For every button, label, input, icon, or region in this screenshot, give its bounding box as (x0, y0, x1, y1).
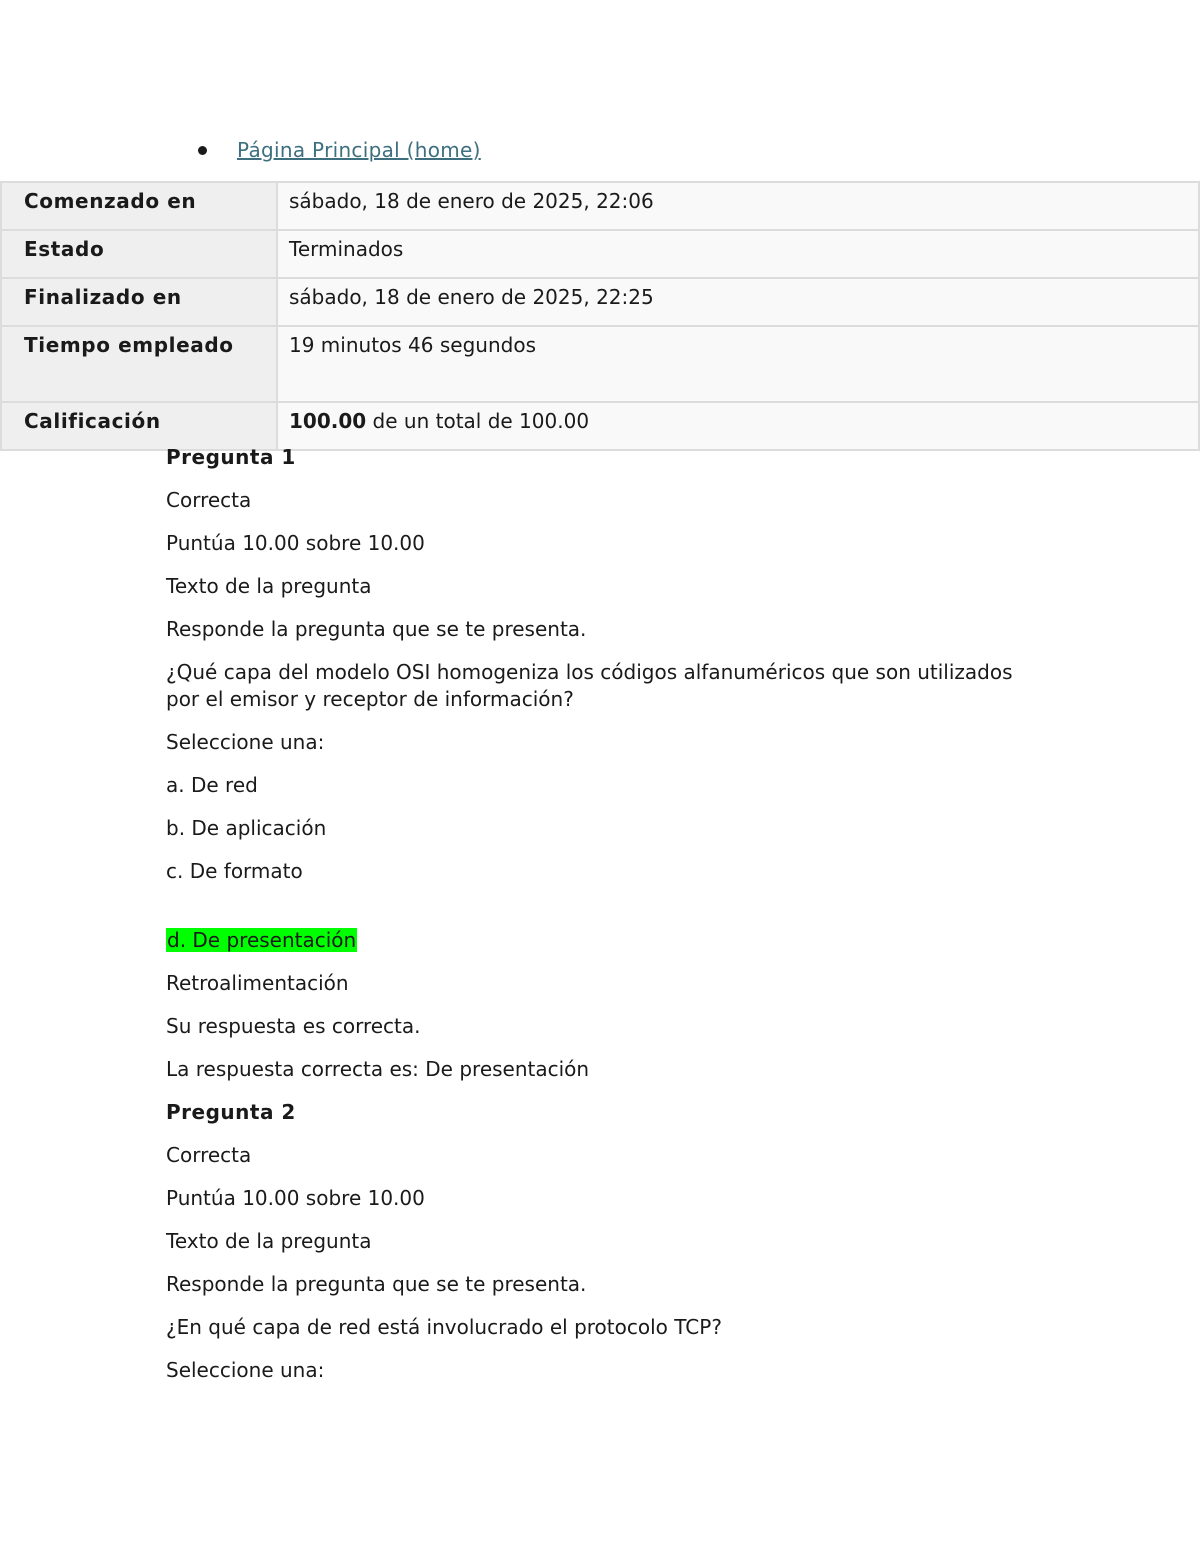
grade-total: de un total de 100.00 (366, 409, 590, 433)
question-state: Correcta (166, 1143, 252, 1167)
question-text-label: Texto de la pregunta (166, 1229, 372, 1253)
feedback-label: Retroalimentación (166, 971, 349, 995)
question-score: Puntúa 10.00 sobre 10.00 (166, 1186, 425, 1210)
summary-label: Comenzado en (1, 182, 277, 230)
select-label: Seleccione una: (166, 730, 325, 754)
summary-row-finished (1, 278, 1199, 326)
question-score: Puntúa 10.00 sobre 10.00 (166, 531, 425, 555)
summary-label: Finalizado en (1, 278, 277, 326)
question-title: Pregunta 2 (166, 1100, 296, 1124)
answer-option-d[interactable]: d. De presentación (167, 928, 357, 952)
summary-value: Terminados (277, 230, 1199, 278)
summary-value: 19 minutos 46 segundos (277, 326, 1199, 402)
summary-value: sábado, 18 de enero de 2025, 22:25 (277, 278, 1199, 326)
attempt-summary-table (0, 181, 1200, 451)
question-text: ¿Qué capa del modelo OSI homogeniza los códigos alfanuméricos que son utilizados por el emisor y receptor de información? (166, 660, 1013, 711)
summary-label: Estado (1, 230, 277, 278)
home-link[interactable]: Página Principal (home) (237, 138, 481, 162)
summary-row-started (1, 182, 1199, 230)
question-title: Pregunta 1 (166, 445, 296, 469)
bullet-icon (198, 146, 207, 155)
answer-option-c[interactable]: c. De formato (166, 859, 303, 883)
summary-value (277, 402, 1199, 450)
correct-answer-text: La respuesta correcta es: De presentación (166, 1057, 590, 1081)
summary-row-grade (1, 402, 1199, 450)
summary-row-time-taken (1, 326, 1199, 402)
answer-option-a[interactable]: a. De red (166, 773, 258, 797)
breadcrumb-nav (198, 138, 481, 162)
question-text: ¿En qué capa de red está involucrado el protocolo TCP? (166, 1315, 722, 1339)
grade-value: 100.00 (289, 409, 367, 433)
question-state: Correcta (166, 488, 252, 512)
summary-label: Calificación (1, 402, 277, 450)
question-instruction: Responde la pregunta que se te presenta. (166, 1272, 587, 1296)
summary-value: sábado, 18 de enero de 2025, 22:06 (277, 182, 1199, 230)
feedback-text: Su respuesta es correcta. (166, 1014, 421, 1038)
answer-option-b[interactable]: b. De aplicación (166, 816, 327, 840)
select-label: Seleccione una: (166, 1358, 325, 1382)
question-text-label: Texto de la pregunta (166, 574, 372, 598)
summary-label: Tiempo empleado (1, 326, 277, 402)
questions-content (166, 444, 1046, 1384)
answer-option-d-row (166, 927, 1046, 954)
question-instruction: Responde la pregunta que se te presenta. (166, 617, 587, 641)
summary-row-state (1, 230, 1199, 278)
